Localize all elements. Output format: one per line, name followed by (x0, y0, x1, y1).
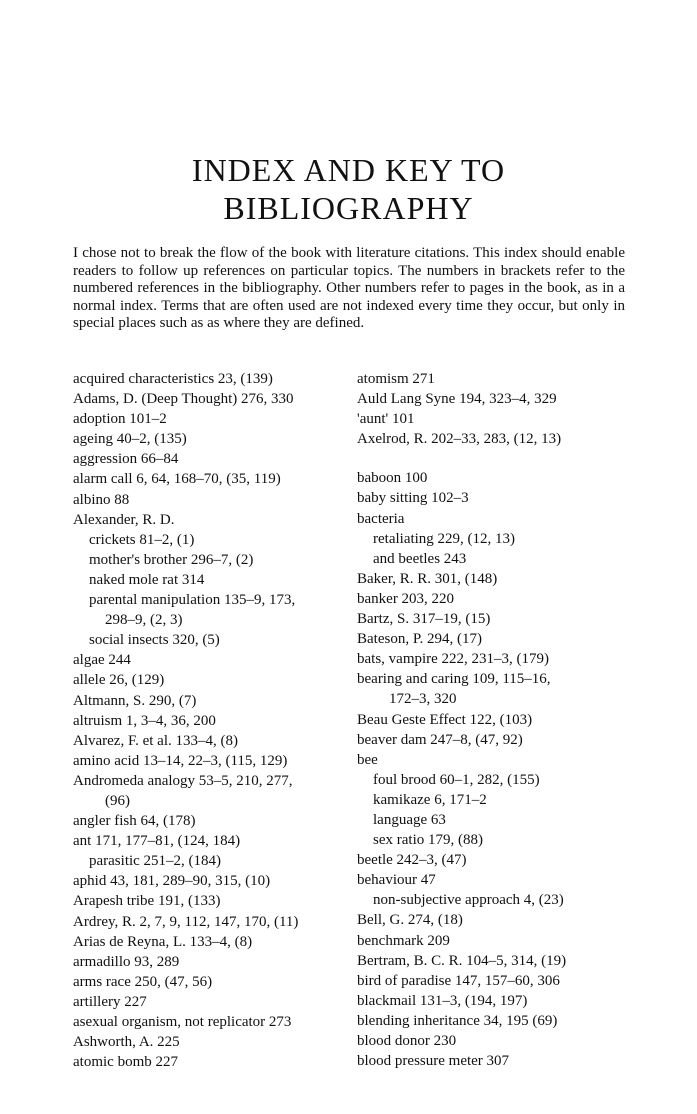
index-entry: albino 88 (73, 491, 130, 508)
index-entry: Bateson, P. 294, (17) (357, 631, 482, 648)
index-entry: bee (357, 751, 378, 768)
index-subentry: mother's brother 296–7, (2) (89, 551, 254, 568)
index-subentry: 298–9, (2, 3) (105, 612, 183, 629)
index-subentry: kamikaze 6, 171–2 (373, 791, 487, 808)
index-entry: Arias de Reyna, L. 133–4, (8) (73, 933, 253, 950)
index-entry: 'aunt' 101 (357, 411, 415, 428)
index-entry: blood donor 230 (357, 1033, 457, 1049)
index-subentry: crickets 81–2, (1) (89, 531, 195, 548)
index-entry: algae 244 (73, 652, 131, 669)
index-entry: Baker, R. R. 301, (148) (357, 570, 498, 587)
page-title (0, 151, 697, 227)
title-line-2: BIBLIOGRAPHY (223, 190, 474, 227)
index-entry: Bell, G. 274, (18) (357, 912, 463, 929)
index-subentry: sex ratio 179, (88) (373, 832, 483, 849)
index-entry: Arapesh tribe 191, (133) (73, 893, 221, 910)
index-entry: banker 203, 220 (357, 590, 455, 607)
index-entry: artillery 227 (73, 993, 147, 1010)
index-entry: atomic bomb 227 (73, 1054, 178, 1071)
index-subentry: 172–3, 320 (389, 691, 457, 708)
index-entry: baby sitting 102–3 (357, 490, 469, 507)
index-entry: bats, vampire 222, 231–3, (179) (357, 651, 550, 668)
index-entry: blackmail 131–3, (194, 197) (357, 992, 528, 1009)
intro-paragraph: I chose not to break the flow of the book with literature citations. This index should enable readers to follow up references on particular topics. The numbers in brackets refer to the numbered references in the bibliography. Other numbers refer to pages in the book, as in a normal index. Terms that are often used are not indexed every time they occur, but only in special places such as as where they are defined. (73, 245, 625, 332)
index-subentry: non-subjective approach 4, (23) (373, 892, 564, 909)
index-entry: Adams, D. (Deep Thought) 276, 330 (73, 391, 294, 408)
index-entry: Bartz, S. 317–19, (15) (357, 611, 491, 628)
index-entry: Auld Lang Syne 194, 323–4, 329 (357, 391, 557, 408)
index-entry: asexual organism, not replicator 273 (73, 1014, 292, 1030)
index-entry: blending inheritance 34, 195 (69) (357, 1012, 558, 1029)
section-gap (357, 449, 647, 468)
index-entry: Altmann, S. 290, (7) (73, 692, 197, 709)
index-entry: Bertram, B. C. R. 104–5, 314, (19) (357, 952, 567, 969)
title-line-1: INDEX AND KEY TO (191, 152, 506, 189)
index-entry: Alvarez, F. et al. 133–4, (8) (73, 732, 238, 749)
index-entry: ageing 40–2, (135) (73, 431, 187, 448)
index-entry: Ashworth, A. 225 (73, 1034, 180, 1051)
index-entry: arms race 250, (47, 56) (73, 973, 213, 990)
index-entry: beetle 242–3, (47) (357, 852, 467, 869)
index-column-right (357, 369, 647, 1071)
index-subentry: parasitic 251–2, (184) (89, 853, 222, 870)
index-subentry: and beetles 243 (373, 550, 467, 567)
index-entry: benchmark 209 (357, 932, 450, 949)
index-entry: acquired characteristics 23, (139) (73, 371, 273, 387)
index-entry: atomism 271 (357, 371, 435, 387)
index-subentry: social insects 320, (5) (89, 632, 220, 649)
index-subentry: language 63 (373, 811, 446, 828)
index-entry: beaver dam 247–8, (47, 92) (357, 731, 523, 748)
index-entry: amino acid 13–14, 22–3, (115, 129) (73, 752, 288, 769)
index-entry: bearing and caring 109, 115–16, (357, 671, 551, 688)
index-subentry: foul brood 60–1, 282, (155) (373, 771, 540, 788)
index-subentry: (96) (105, 792, 130, 809)
index-column-left (73, 369, 358, 1072)
index-entry: allele 26, (129) (73, 672, 165, 689)
index-entry: armadillo 93, 289 (73, 953, 180, 970)
index-entry: Beau Geste Effect 122, (103) (357, 711, 533, 728)
index-entry: aphid 43, 181, 289–90, 315, (10) (73, 873, 271, 890)
index-entry: altruism 1, 3–4, 36, 200 (73, 712, 216, 729)
index-entry: Alexander, R. D. (73, 511, 175, 528)
index-entry: alarm call 6, 64, 168–70, (35, 119) (73, 471, 281, 488)
index-subentry: parental manipulation 135–9, 173, (89, 592, 296, 609)
index-entry: aggression 66–84 (73, 451, 179, 468)
index-entry: baboon 100 (357, 470, 428, 487)
index-entry: behaviour 47 (357, 872, 436, 889)
index-subentry: naked mole rat 314 (89, 571, 205, 588)
index-entry: bird of paradise 147, 157–60, 306 (357, 972, 560, 989)
index-entry: ant 171, 177–81, (124, 184) (73, 833, 241, 850)
index-entry: bacteria (357, 510, 405, 527)
index-entry: Ardrey, R. 2, 7, 9, 112, 147, 170, (11) (73, 913, 299, 930)
index-entry: Axelrod, R. 202–33, 283, (12, 13) (357, 431, 562, 448)
index-entry: angler fish 64, (178) (73, 813, 196, 830)
index-entry: Andromeda analogy 53–5, 210, 277, (73, 772, 293, 789)
index-entry: blood pressure meter 307 (357, 1053, 510, 1070)
index-entry: adoption 101–2 (73, 411, 167, 428)
index-subentry: retaliating 229, (12, 13) (373, 530, 516, 547)
